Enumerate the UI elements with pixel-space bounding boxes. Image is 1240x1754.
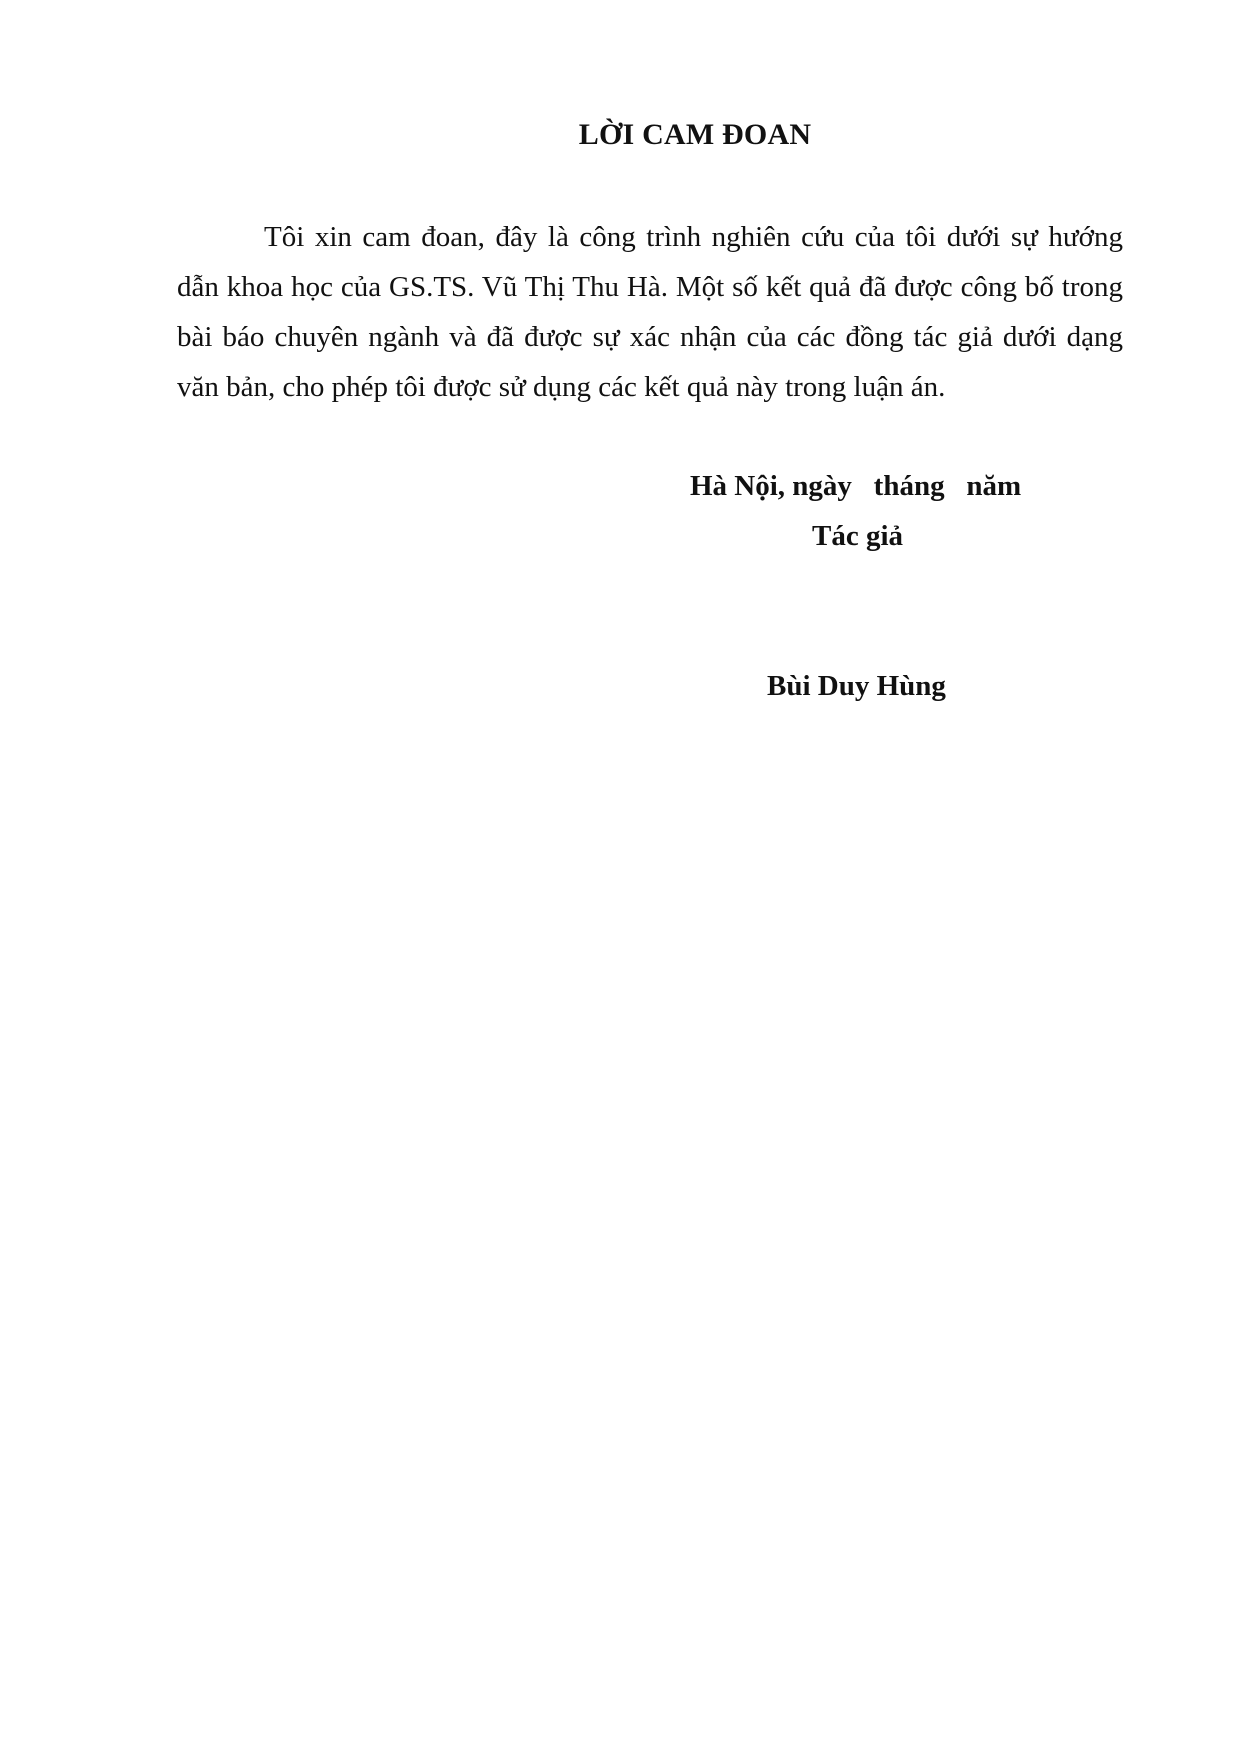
signature-date-line: Hà Nội, ngày tháng năm xyxy=(690,470,1022,502)
author-name: Bùi Duy Hùng xyxy=(767,670,946,702)
declaration-paragraph: Tôi xin cam đoan, đây là công trình nghiên cứu của tôi dưới sự hướng dẫn khoa học của GS.TS. Vũ Thị Thu Hà. Một số kết quả đã được công bố trong bài báo chuyên ngành và đã được sự xác nhận của các đồng tác giả dưới dạng văn bản, cho phép tôi được sử dụng các kết quả này trong luận án. xyxy=(177,221,1123,403)
page-title: LỜI CAM ĐOAN xyxy=(578,118,812,151)
signature-role: Tác giả xyxy=(812,520,904,552)
